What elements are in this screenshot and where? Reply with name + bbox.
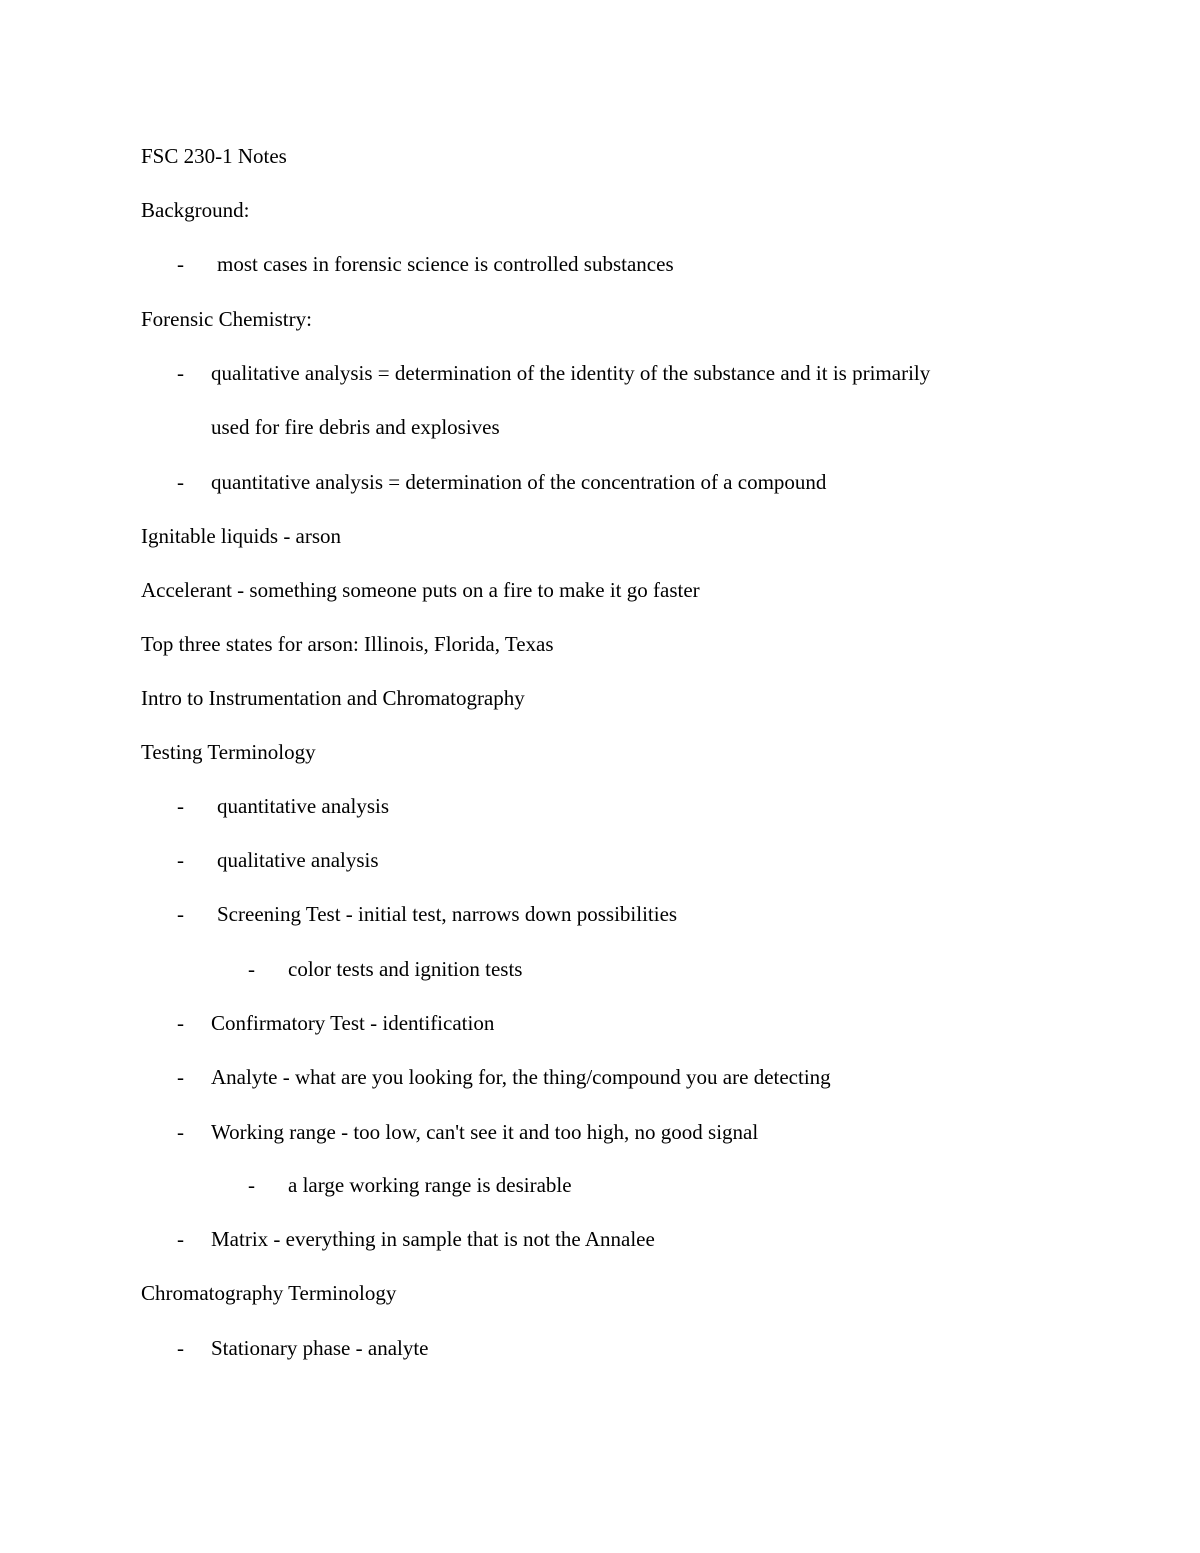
text-line: Accelerant - something someone puts on a fire to make it go faster (141, 578, 700, 602)
text-line: Intro to Instrumentation and Chromatography (141, 686, 525, 710)
list-item: Confirmatory Test - identification (211, 1011, 495, 1035)
sub-list-item: color tests and ignition tests (288, 957, 523, 981)
list-item-continuation: used for fire debris and explosives (211, 415, 500, 439)
list-item: Stationary phase - analyte (211, 1336, 429, 1360)
bullet-dash: - (177, 794, 184, 818)
list-item: Working range - too low, can't see it and too high, no good signal (211, 1120, 759, 1144)
list-item: quantitative analysis (217, 794, 390, 818)
text-line: Top three states for arson: Illinois, Florida, Texas (141, 632, 554, 656)
bullet-dash: - (177, 1011, 184, 1035)
document-title: FSC 230-1 Notes (141, 144, 287, 168)
list-item: Screening Test - initial test, narrows down possibilities (217, 902, 678, 926)
bullet-dash: - (177, 1120, 184, 1144)
bullet-dash: - (177, 902, 184, 926)
sub-bullet-dash: - (248, 957, 255, 981)
testing-terminology-heading: Testing Terminology (141, 740, 316, 764)
list-item: most cases in forensic science is controlled substances (217, 252, 674, 276)
list-item: Analyte - what are you looking for, the thing/compound you are detecting (211, 1065, 831, 1089)
sub-bullet-dash: - (248, 1173, 255, 1197)
bullet-dash: - (177, 361, 184, 385)
bullet-dash: - (177, 1065, 184, 1089)
list-item: Matrix - everything in sample that is not the Annalee (211, 1227, 655, 1251)
bullet-dash: - (177, 1336, 184, 1360)
bullet-dash: - (177, 470, 184, 494)
background-heading: Background: (141, 198, 250, 222)
list-item: quantitative analysis = determination of the concentration of a compound (211, 470, 827, 494)
bullet-dash: - (177, 1227, 184, 1251)
bullet-dash: - (177, 252, 184, 276)
list-item: qualitative analysis = determination of the identity of the substance and it is primarily (211, 361, 931, 385)
text-line: Ignitable liquids - arson (141, 524, 342, 548)
chromatography-terminology-heading: Chromatography Terminology (141, 1281, 397, 1305)
list-item: qualitative analysis (217, 848, 379, 872)
bullet-dash: - (177, 848, 184, 872)
forensic-chemistry-heading: Forensic Chemistry: (141, 307, 312, 331)
sub-list-item: a large working range is desirable (288, 1173, 572, 1197)
